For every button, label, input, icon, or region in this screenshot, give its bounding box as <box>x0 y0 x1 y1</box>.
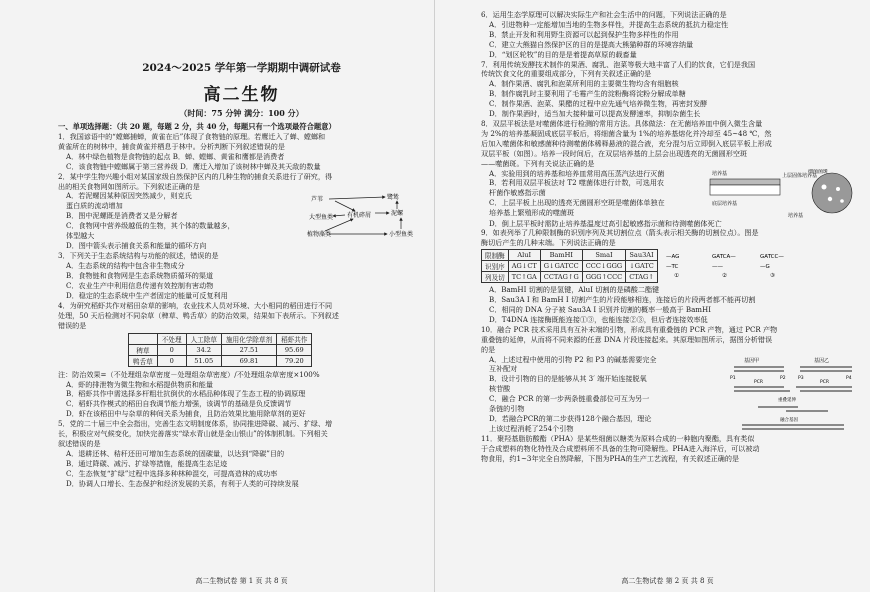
text-line: 的是 <box>481 344 496 354</box>
table-header: AluI <box>508 250 540 261</box>
text-line: 叙述错误的是 <box>58 438 101 448</box>
fusion-pcr-diagram <box>728 355 858 433</box>
exam-meta: （时间：75 分钟 满分：100 分） <box>179 108 304 118</box>
text-line: A．BamHI 切割的是氢键，AluI 切割的是磷酸二酯键 <box>489 285 660 295</box>
table-cell: G↓GATCC <box>540 261 582 272</box>
node-large-fish: 大型鱼类 <box>309 214 334 222</box>
text-line: D．协调人口增长、生态保护和经济发展的关系，有利于人类的可持续发展 <box>66 478 299 488</box>
product-label: 融合基因 <box>780 417 798 423</box>
table-cell: 95.69 <box>277 344 312 355</box>
text-line: 10．融合 PCR 技术采用具有互补末端的引物，形成具有重叠链的 PCR 产物，通过 PCR 产物 <box>481 324 778 334</box>
plaque-spot <box>840 199 844 203</box>
end-label: —G <box>759 264 770 271</box>
exam-title: 2024～2025 学年第一学期期中调研试卷 <box>142 62 341 74</box>
label-gene-b: 基因乙 <box>814 357 830 364</box>
option-line: A．实验用到的培养基和培养皿常用高压蒸汽法进行灭菌 <box>489 168 665 178</box>
text-line: 于合成塑料的物化特性及合成塑料所不具备的生物可降解性。PHA进入海洋后，可以被动 <box>481 443 760 453</box>
text-line: 11．聚羟基脂肪酸酯（PHA）是某些细菌以糖类为原料合成的一种胞内聚酯，具有类似 <box>481 433 755 443</box>
text-line: 9．如表列举了几种限制酶的识别序列及其切割位点（箭头表示相关酶的切割位点）。图是 <box>481 228 759 238</box>
text-line: 后加入噬菌体和敏感菌种待测噬菌体稀释悬液的混合液，充分混匀后立即倒入底层平板上形成 <box>481 138 772 148</box>
end-number: ② <box>721 273 727 280</box>
text-line: 5．党的二十届三中全会指出，完善生态文明制度体系，协同推进降碳、减污、扩绿、增 <box>58 419 333 429</box>
text-line: 处理，50 天后检测对不同杂草（稗草、鸭舌草）的防治效果，结果如下表所示。下列叙述 <box>58 310 339 320</box>
table-header: 人工除草 <box>186 333 221 344</box>
table-cell: TC↑GA <box>508 272 540 283</box>
question-10-body <box>481 355 858 434</box>
table-cell: 鸭舌草 <box>129 355 158 366</box>
text-line: B．制作腐乳时主要利用了毛霉产生的淀粉酶将淀粉分解成单糖 <box>489 89 686 99</box>
table-cell: 列及切 <box>482 272 509 283</box>
plaque-spot <box>836 187 840 191</box>
text-line: ——噬菌斑。下列有关说法正确的是 <box>481 158 595 168</box>
question-2-options <box>58 191 299 241</box>
table-header: Sau3AI <box>626 250 658 261</box>
table-row <box>129 344 312 355</box>
label-medium: 培养基 <box>712 170 728 177</box>
text-line: 错误的是 <box>58 320 87 330</box>
text-line: 为 2%的培养基凝固成底层平板后，将细菌含量为 1%的培养基熔化并冷却至 45~48 ℃，然 <box>481 128 772 138</box>
option-line: D．倒上层平板时需防止培养基温度过高引起敏感指示菌和待测噬菌体死亡 <box>489 218 722 228</box>
node-algae: 植物藻类 <box>307 231 332 239</box>
table-header: SmaI <box>582 250 625 261</box>
question-block-11 <box>481 434 858 464</box>
table-header: 不处理 <box>157 333 186 344</box>
end-label: GATCA— <box>711 254 736 261</box>
end-label: —AG <box>665 254 680 261</box>
text-line: 酶切后产生的几种末端。下列说法正确的是 <box>481 238 616 248</box>
table-cell: 69.81 <box>221 355 276 366</box>
table-cell: ↓GATC <box>626 261 658 272</box>
subject-title: 高二生物 <box>203 85 280 105</box>
text-line: 重叠链的延伸，从而将不同来源的任意 DNA 片段连接起来。其原理如图所示，据图分析错误 <box>481 334 773 344</box>
primer-label: P3 <box>798 375 804 381</box>
table-header <box>129 333 158 344</box>
node-small-fish: 小型鱼类 <box>389 231 414 239</box>
exam-page-2 <box>435 0 870 592</box>
text-line: D．虾在该稻田中与杂草的种间关系为捕食，且防治效果比施用除草剂的更好 <box>66 409 306 419</box>
sticky-ends-diagram <box>664 249 804 279</box>
text-line: C．生态恢复“扩绿”过程中选择多种林种混交，可提高造林的成功率 <box>66 468 278 478</box>
option-line: 体型越大 <box>66 231 95 241</box>
node-snail: 泥螺 <box>391 210 404 218</box>
primer-label: P4 <box>846 375 852 381</box>
text-line: C．农业生产中利用信息传递有效控制有害动物 <box>66 281 214 291</box>
text-line: D．“划区轮牧”的目的是是着提高草原的载畜量 <box>489 49 637 59</box>
option-line: D．图中箭头表示捕食关系和能量的循环方向 <box>66 241 207 251</box>
option-line: 培养基上繁殖形成的噬菌斑 <box>489 208 575 218</box>
table-cell: 0 <box>157 344 186 355</box>
question-block-1-2 <box>58 132 425 191</box>
end-label: GATCC— <box>759 254 784 261</box>
text-line: 7．利用传统发酵技术制作的果酒、腐乳、泡菜等极大地丰富了人们的饮食，它们是我国 <box>481 59 756 69</box>
weed-control-table <box>128 333 312 367</box>
table-cell: CCC↓GGG <box>582 261 625 272</box>
text-line: A．退耕还林、秸秆还田可增加生态系统的固碳量，以达到“降碳”目的 <box>66 448 285 458</box>
table-cell: 0 <box>157 355 186 366</box>
option-line: B．若利用双层平板法对 T2 噬菌体进行计数，可选用农 <box>489 178 665 188</box>
text-line: A．生态系统的结构中包含非生物成分 <box>66 261 185 271</box>
table-header-row <box>129 333 312 344</box>
option-line: A．若泥螺因某种原因突然减少，则克氏 <box>66 191 192 201</box>
text-line: B．禁止开发和利用野生资源可以起到保护生物多样性的作用 <box>489 29 679 39</box>
question-block-4-5 <box>58 370 425 489</box>
question-2-body <box>58 191 425 241</box>
primer-label: P1 <box>730 375 736 381</box>
table-header: 限制酶 <box>482 250 509 261</box>
table-row <box>482 261 658 272</box>
text-line: 双层平板（如图）。培养一段时间后，在双层培养基的上层会出现透亮的无菌圆形空斑 <box>481 148 748 158</box>
restriction-enzyme-table <box>481 249 658 283</box>
option-line: 蛋白质的流动增加 <box>66 201 123 211</box>
petri-dish <box>812 173 852 213</box>
table-cell: 34.2 <box>186 344 221 355</box>
text-line: 黄雀所在的树林中，捕食黄雀并栖息于林中。分析判断下列叙述错误的是 <box>58 141 285 151</box>
text-line: C．该食物链中螳螂属于第三营养级 D．鹰迁入增加了该树林中蝉及其天敌的数量 <box>66 161 321 171</box>
table-cell: 稗草 <box>129 344 158 355</box>
text-line: A．林中绿色植物是食物链的起点 B．蝉、螳螂、黄雀和鹰都是消费者 <box>66 151 285 161</box>
plate-lower-layer <box>710 185 780 195</box>
node-reed: 芦苇 <box>311 196 324 204</box>
option-line: D．若融合PCR的第二步获得128个融合基因，理论 <box>489 414 652 423</box>
node-egret: 鹭鸶 <box>387 194 400 202</box>
table-header: 施用化学除草剂 <box>221 333 276 344</box>
table-row <box>129 355 312 366</box>
text-line: 物食用，约1~3年完全自然降解，下图为PHA的生产工艺流程，有关叙述正确的是 <box>481 453 740 463</box>
table-cell: 识别序 <box>482 261 509 272</box>
end-number: ③ <box>769 273 775 280</box>
text-line: 传统饮食文化的重要组成部分，下列有关叙述正确的是 <box>481 69 652 79</box>
text-line: D．稳定的生态系统中生产者固定的能量可反复利用 <box>66 290 228 300</box>
text-line: C．制作果酒、泡菜、果醋的过程中应先通气培养微生物，再密封发酵 <box>489 99 708 109</box>
label-medium-2: 培养基 <box>788 212 804 219</box>
question-block-3-4 <box>58 251 425 330</box>
question-block-6-8 <box>481 10 858 169</box>
table-header-row <box>482 250 658 261</box>
text-line: A．制作果酒、腐乳和泡菜所利用的主要微生物均含有细胞核 <box>489 79 679 89</box>
section-heading: 一、单项选择题：（共 20 题，每题 2 分，共 40 分，每题只有一个选项最符合题意） <box>58 122 336 131</box>
table-header: BamHI <box>540 250 582 261</box>
weed-control-table-wrap <box>128 333 425 367</box>
double-layer-plate-diagram <box>708 169 858 219</box>
option-line: B．图中泥螺既是消费者又是分解者 <box>66 211 178 221</box>
table-cell: CCTAG↑G <box>540 272 582 283</box>
table-cell: 27.51 <box>221 344 276 355</box>
label-gene-a: 基因甲 <box>744 357 760 364</box>
plaque-spot <box>828 196 832 200</box>
page-footer: 高二生物试卷 第 2 页 共 8 页 <box>621 577 714 585</box>
end-label: —— <box>711 264 723 271</box>
text-line: B．稻虾共作中需选择多杆粗壮抗倒伏的水稻品种体现了生态工程的协调原理 <box>66 389 306 399</box>
option-line: 条链的引物 <box>489 404 525 414</box>
question-9-figures <box>481 249 858 283</box>
page-footer: 高二生物试卷 第 1 页 共 8 页 <box>195 577 288 585</box>
text-line: D．T4DNA 连接酶既能连接①③，也能连接②③，但后者连接效率低 <box>489 314 708 324</box>
text-line: 注：防治效果=（不处理组杂草密度－处理组杂草密度）/不处理组杂草密度×100% <box>58 369 320 379</box>
option-line: 杆菌作敏感指示菌 <box>489 188 546 198</box>
table-cell: GGG↑CCC <box>582 272 625 283</box>
text-line: 8．双层平板法是对噬菌体进行检测的常用方法。具体做法：在无菌培养皿中倒入微生含量 <box>481 118 763 128</box>
text-line: B．食物链和食物网是生态系统物质循环的渠道 <box>66 271 214 281</box>
label-lower-medium: 底层培养基 <box>712 200 738 207</box>
table-header: 稻虾共作 <box>277 333 312 344</box>
plate-upper-layer <box>710 179 780 185</box>
node-detritus: 有机碎屑 <box>347 212 372 220</box>
question-8-body <box>481 169 858 219</box>
option-line: 上该过程消耗了254个引物 <box>489 423 574 433</box>
end-number: ① <box>673 273 679 280</box>
label-plaque: 细菌菌斑 <box>808 168 829 175</box>
food-web-diagram <box>305 191 425 241</box>
step-label: 重叠延伸 <box>778 397 796 403</box>
step-label: PCR <box>754 379 763 385</box>
table-cell: CTAG↑ <box>626 272 658 283</box>
plaque-spot <box>822 184 827 189</box>
text-line: C．稻虾共作模式的稻田自我调节能力增强，该调节的基础是负反馈调节 <box>66 399 292 409</box>
text-line: 出的相关食物网如图所示。下列叙述正确的是 <box>58 181 200 191</box>
end-label: —TC <box>665 264 679 271</box>
text-line: 3．下列关于生态系统结构与功能的叙述，错误的是 <box>58 251 219 261</box>
question-8-options <box>481 169 702 219</box>
text-line: A．引进物种一定能增加当地的生物多样性，并提高生态系统的抵抗力稳定性 <box>489 19 729 29</box>
option-line: B．设计引物的目的是能够从其 3′ 端开始连接脱氧 <box>489 374 647 384</box>
question-block-9-10 <box>481 285 858 354</box>
question-10-options <box>481 355 722 434</box>
option-line: 核苷酸 <box>489 384 511 394</box>
text-line: 6．运用生态学原理可以解决实际生产和社会生活中的问题，下列说法正确的是 <box>481 10 727 19</box>
text-line: 2．某中学生物兴趣小组对某国家级自然保护区内的几种生物的捕食关系进行了研究，得 <box>58 171 333 181</box>
text-line: 4．为研究稻虾共作对稻田杂草的影响，农业技术人员对环境、大小相同的稻田进行不同 <box>58 300 333 310</box>
table-cell: 51.05 <box>186 355 221 366</box>
primer-label: P2 <box>780 375 786 381</box>
text-line: 长，积极应对气候变化，加快完善落实“绿水青山就是金山银山”的体制机制。下列相关 <box>58 429 328 439</box>
text-line: A．虾的排泄物为微生物和水稻提供物质和能量 <box>66 379 213 389</box>
text-line: C．相同的 DNA 分子被 Sau3A I 识别并切割的概率一般高于 BamHI <box>489 305 712 315</box>
step-label: PCR <box>820 379 829 385</box>
text-line: B．Sau3A I 和 BamH I 切割产生的片段能够相连，连接后的片段两者都不能再切割 <box>489 295 756 305</box>
table-cell: 79.20 <box>277 355 312 366</box>
text-line: C．建立大熊猫自然保护区的目的是提高大熊猫种群的环境容纳量 <box>489 39 694 49</box>
text-line: D．制作果酒时，适当加大接种量可以提高发酵速率，抑制杂菌生长 <box>489 109 701 119</box>
option-line: C．食物网中营养级越低的生物，其个体的数量越多， <box>66 221 235 231</box>
option-line: 互补配对 <box>489 364 518 374</box>
option-line: C．上层平板上出现的透亮无菌圆形空斑是噬菌体单独在 <box>489 198 665 208</box>
option-line: A．上述过程中使用的引物 P2 和 P3 的碱基需要完全 <box>489 354 657 364</box>
label-upper-medium: 上层固体培养基 <box>782 172 818 179</box>
table-row <box>482 272 658 283</box>
option-line: C．融合 PCR 的第一步两条链重叠部位可互为另一 <box>489 394 650 404</box>
text-line: B．通过降碳、减污、扩绿等措施，能提高生态足迹 <box>66 458 228 468</box>
table-cell: AG↓CT <box>508 261 540 272</box>
text-line: 1．我国谚语中的“螳螂捕蝉，黄雀在后”体现了食物链的原理。若鹰迁入了蝉、螳螂和 <box>58 132 326 141</box>
